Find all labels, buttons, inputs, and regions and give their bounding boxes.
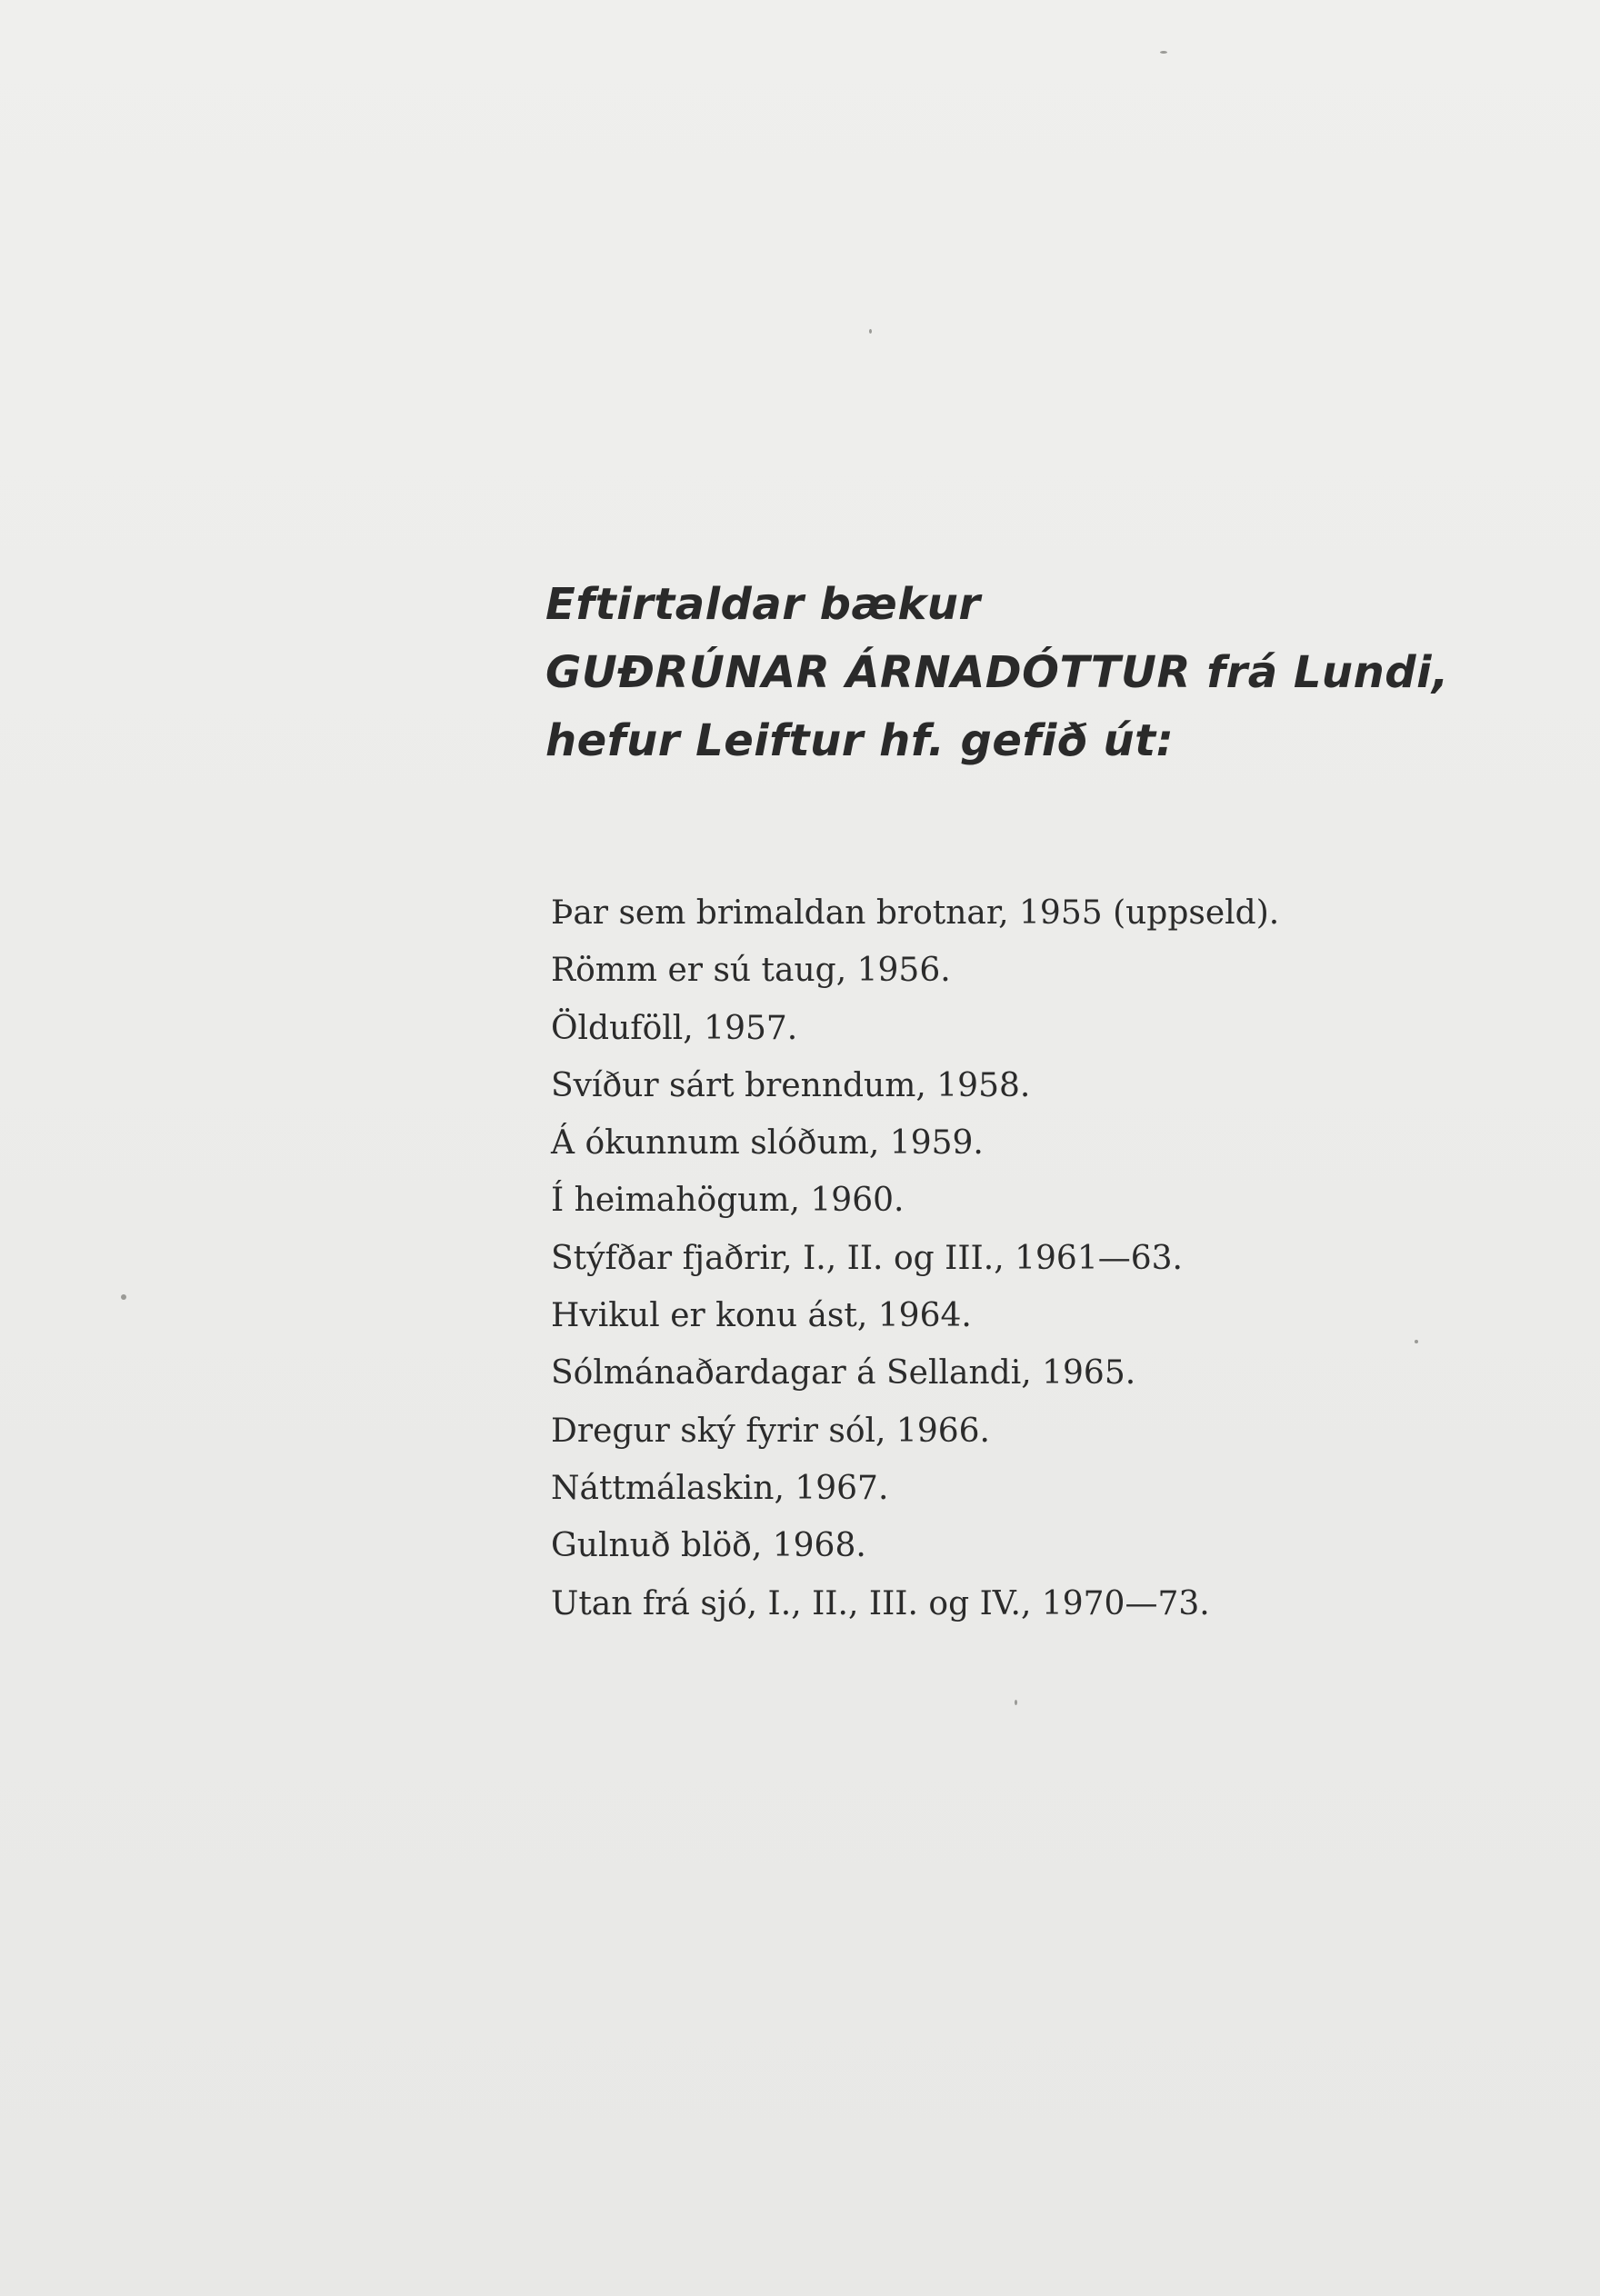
book-item: Römm er sú taug, 1956. <box>551 952 951 990</box>
heading-line-3: hefur Leiftur hf. gefið út: <box>545 715 1175 766</box>
book-item: Stýfðar fjaðrir, I., II. og III., 1961—63. <box>551 1239 1183 1277</box>
heading-line-2: GUÐRÚNAR ÁRNADÓTTUR frá Lundi, <box>545 647 1449 698</box>
book-item: Þar sem brimaldan brotnar, 1955 (uppseld). <box>551 894 1280 932</box>
book-item: Ölduföll, 1957. <box>551 1009 798 1047</box>
book-item: Svíður sárt brenndum, 1958. <box>551 1066 1031 1104</box>
book-item: Sólmánaðardagar á Sellandi, 1965. <box>551 1354 1136 1393</box>
book-item: Á ókunnum slóðum, 1959. <box>551 1124 984 1163</box>
book-item: Gulnuð blöð, 1968. <box>551 1527 866 1565</box>
paper-speck <box>121 1294 126 1300</box>
heading-line-1: Eftirtaldar bækur <box>545 579 981 630</box>
book-list <box>551 884 1551 1632</box>
book-item: Hvikul er konu ást, 1964. <box>551 1297 972 1335</box>
paper-speck <box>1015 1700 1017 1705</box>
publisher-heading <box>545 571 1564 775</box>
paper-speck <box>869 329 872 334</box>
book-item: Utan frá sjó, I., II., III. og IV., 1970—73. <box>551 1584 1210 1622</box>
book-item: Í heimahögum, 1960. <box>551 1182 905 1220</box>
paper-speck <box>1160 51 1167 54</box>
book-item: Náttmálaskin, 1967. <box>551 1469 889 1507</box>
book-item: Dregur ský fyrir sól, 1966. <box>551 1412 990 1450</box>
